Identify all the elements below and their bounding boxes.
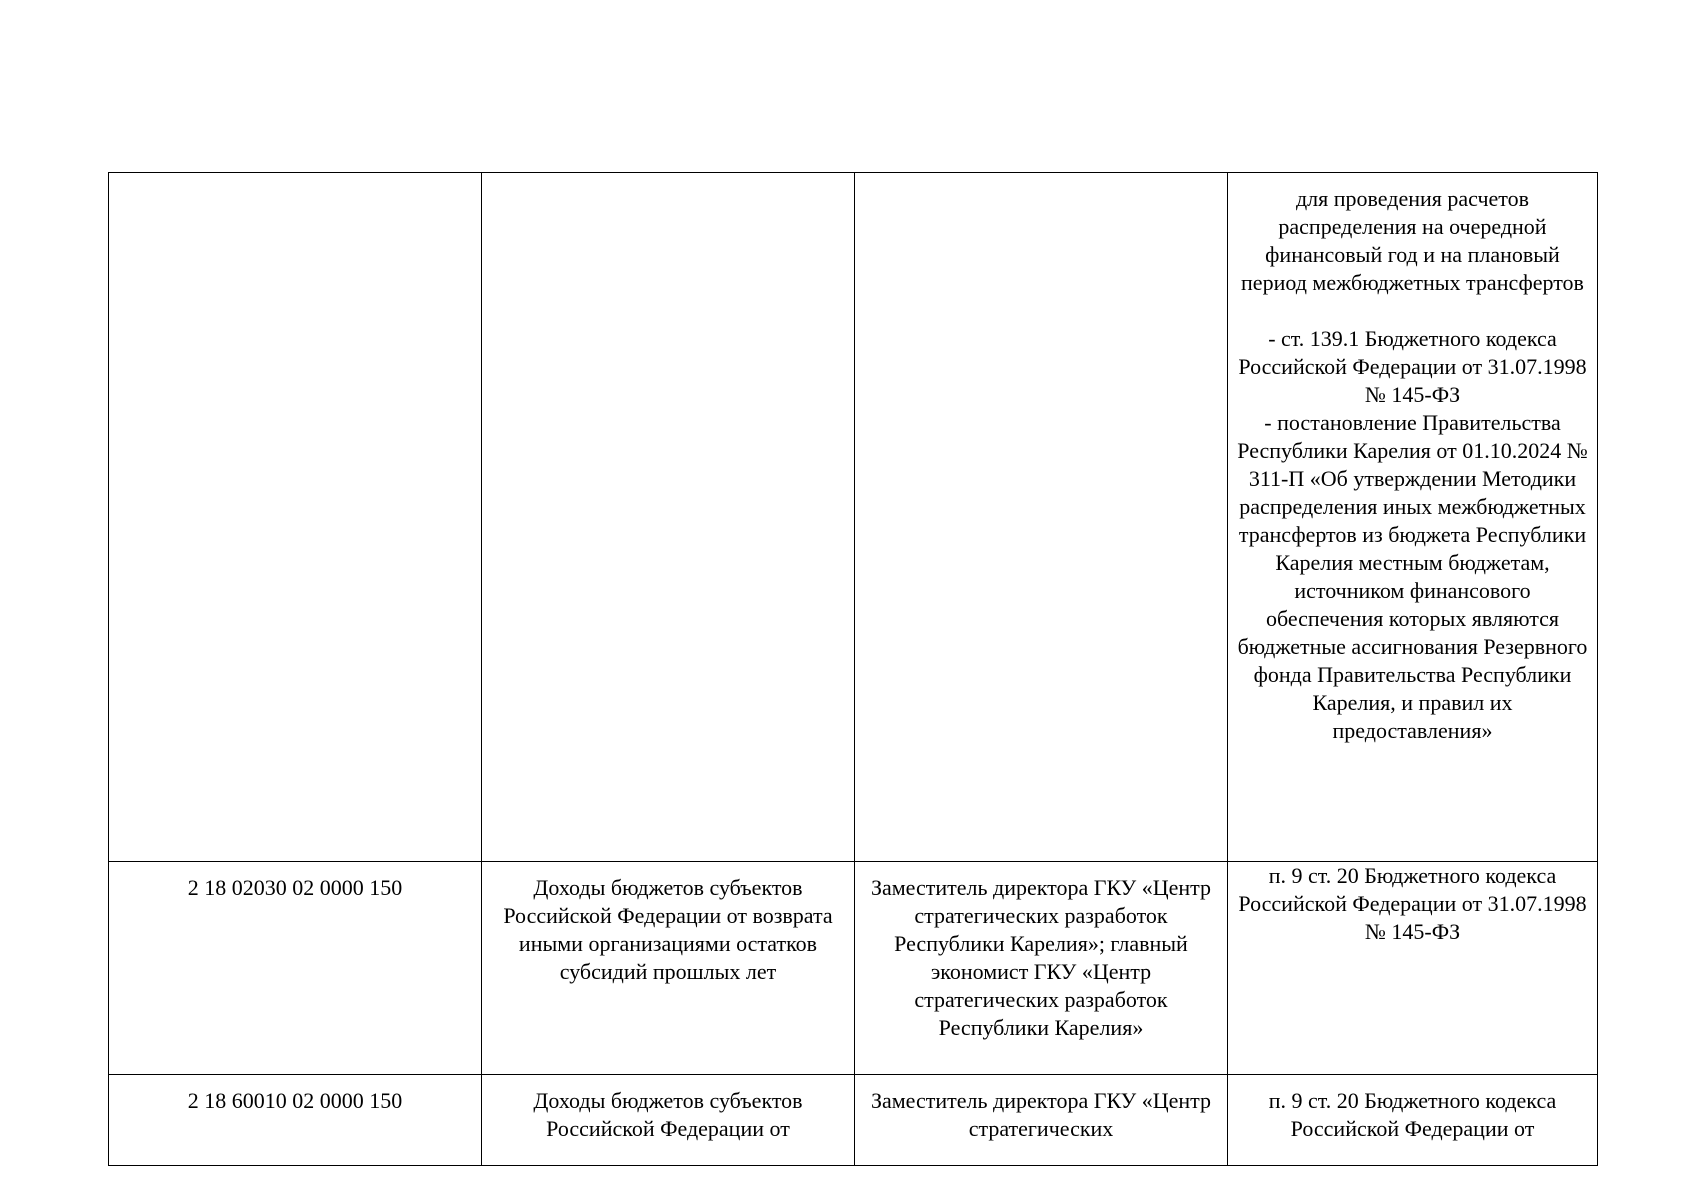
cell-name: Доходы бюджетов субъектов Российской Федерации от: [482, 1075, 855, 1166]
table-row: [109, 173, 1598, 862]
cell-code: [109, 173, 482, 862]
cell-basis: п. 9 ст. 20 Бюджетного кодекса Российской Федерации от 31.07.1998 № 145-ФЗ: [1228, 862, 1598, 1075]
cell-name: Доходы бюджетов субъектов Российской Федерации от возврата иными организациями остатков субсидий прошлых лет: [482, 862, 855, 1075]
cell-basis: для проведения расчетов распределения на очередной финансовый год и на плановый период межбюджетных трансфертов - ст. 139.1 Бюджетного кодекса Российской Федерации от 31.07.1998 № 145-ФЗ - постановление Правительства Республики Карелия от 01.10.2024 № 311-П «Об утверждении Методики распределения иных межбюджетных трансфертов из бюджета Республики Карелия местным бюджетам, источником финансового обеспечения которых являются бюджетные ассигнования Резервного фонда Правительства Республики Карелия, и правил их предоставления»: [1228, 173, 1598, 862]
table-row: [109, 862, 1598, 1075]
cell-code: 2 18 60010 02 0000 150: [109, 1075, 482, 1166]
cell-responsible: Заместитель директора ГКУ «Центр стратегических разработок Республики Карелия»; главный экономист ГКУ «Центр стратегических разработок Республики Карелия»: [855, 862, 1228, 1075]
revenue-table: [108, 172, 1598, 1166]
cell-code: 2 18 02030 02 0000 150: [109, 862, 482, 1075]
cell-responsible: Заместитель директора ГКУ «Центр стратегических: [855, 1075, 1228, 1166]
cell-basis: п. 9 ст. 20 Бюджетного кодекса Российской Федерации от: [1228, 1075, 1598, 1166]
cell-name: [482, 173, 855, 862]
cell-responsible: [855, 173, 1228, 862]
table-row: [109, 1075, 1598, 1166]
